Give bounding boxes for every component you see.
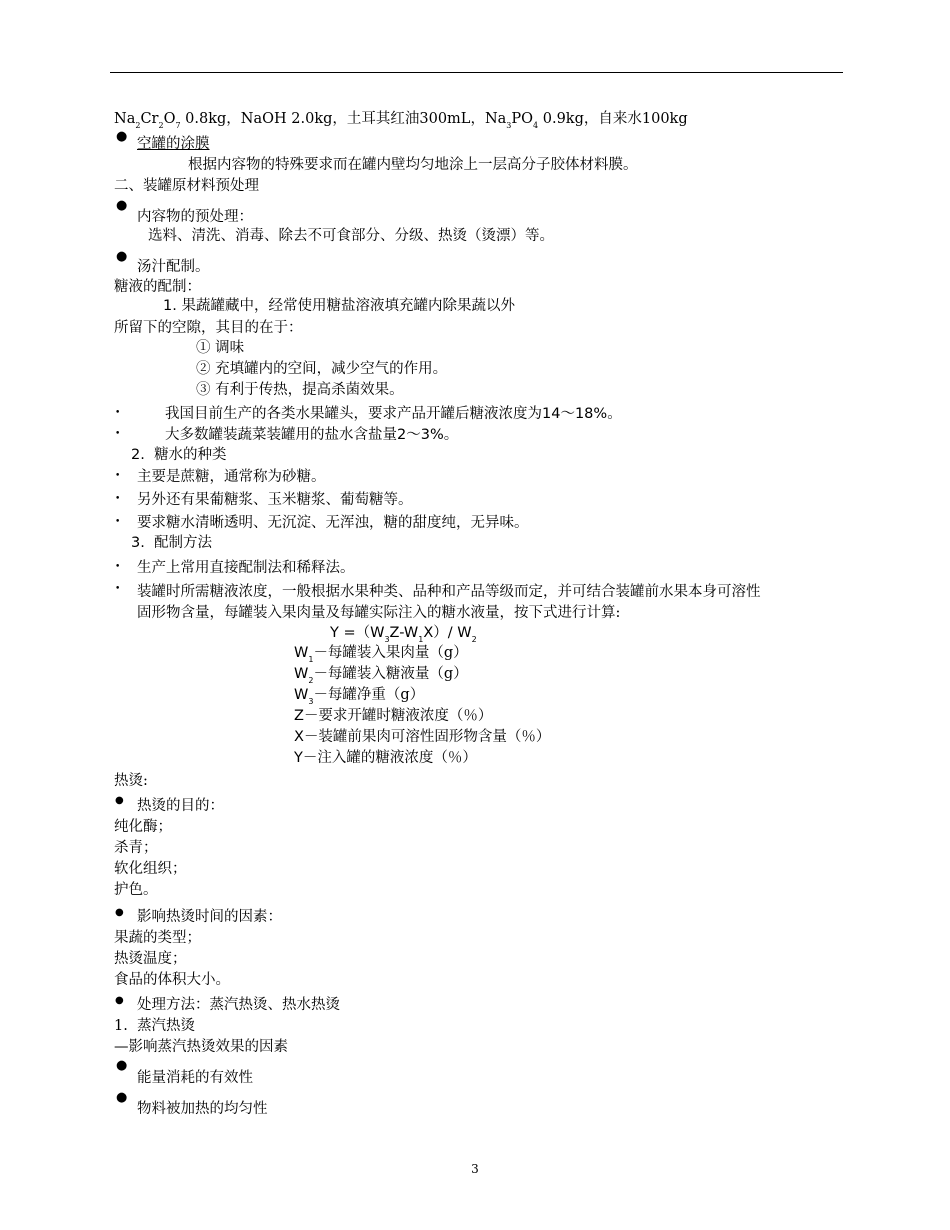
reagent-line: $Na_2Cr_2O_7$ 0.8kg，NaOH 2.0kg，土耳其红油300mL，$Na_3PO_4$ 0.9kg，自来水100kg [114,111,688,130]
sugar-type-1: 主要是蔗糖，通常称为砂糖。 [137,469,326,485]
bullet-icon: ● [116,249,128,264]
page-number: 3 [471,1162,479,1176]
var-x: X－装罐前果肉可溶性固形物含量（％） [294,729,551,745]
bullet-icon: ● [116,198,128,213]
salt-conc: 大多数罐装蔬菜装罐用的盐水含盐量2～3%。 [165,427,459,443]
pretreat-desc: 选料、清洗、消毒、除去不可食部分、分级、热烫（烫漂）等。 [148,228,554,244]
var-w2: $W_2-$每罐装入糖液量（g） [294,666,468,685]
purpose-item: 杀青； [114,840,158,856]
purpose-title: 热烫的目的： [137,798,224,814]
factor-item: 食品的体积大小。 [114,972,230,988]
soup-item: 汤汁配制。 [137,259,210,275]
bullet-icon: ● [116,1058,128,1073]
bullet-icon: ● [115,907,124,918]
header-rule [110,72,843,73]
purpose-3: ③ 有利于传热，提高杀菌效果。 [196,382,404,398]
syrup-title: 糖液的配制： [114,279,201,295]
bullet-icon: • [115,494,121,504]
sugar-type-3: 要求糖水清晰透明、无沉淀、无浑浊，糖的甜度纯，无异味。 [137,515,529,531]
bullet-icon: ● [115,995,124,1006]
steam-item: 物料被加热的均匀性 [137,1101,268,1117]
blanching-heading: 热烫: [114,773,148,789]
syrup-formula: $Y =(W_3Z-W_1X)/$ $W_2$ [330,625,477,644]
coating-desc: 根据内容物的特殊要求而在罐内壁均匀地涂上一层高分子胶体材料膜。 [188,157,638,173]
factor-title: 影响热烫时间的因素： [137,909,282,925]
fruit-conc: 我国目前生产的各类水果罐头，要求产品开罐后糖液浓度为14～18%。 [165,406,622,422]
sugar-type-2: 另外还有果葡糖浆、玉米糖浆、葡萄糖等。 [137,492,413,508]
var-w1: $W_1-$每罐装入果肉量（g） [294,645,468,664]
bullet-icon: ● [115,795,124,806]
method-2-line-2: 固形物含量，每罐装入果肉量及每罐实际注入的糖水液量，按下式进行计算: [137,605,621,621]
bullet-icon: • [115,584,121,594]
bullet-icon: ● [116,1090,128,1105]
purpose-item: 纯化酶； [114,819,172,835]
item-2: 2. 糖水的种类 [131,447,227,463]
bullet-icon: • [115,471,121,481]
bullet-icon: • [115,562,121,572]
section-heading: 二、装罐原材料预处理 [114,178,259,194]
purpose-1: ① 调味 [196,340,245,356]
var-w3: $W_3-$每罐净重（g） [294,687,425,706]
purpose-2: ② 充填罐内的空间，减少空气的作用。 [196,361,448,377]
bullet-icon: • [115,408,121,418]
coating-title: 空罐的涂膜 [137,136,210,152]
var-y: Y－注入罐的糖液浓度（％） [294,750,477,766]
purpose-item: 软化组织； [114,861,187,877]
bullet-icon: • [115,429,121,439]
factor-item: 果蔬的类型； [114,930,201,946]
item-1-cont: 所留下的空隙，其目的在于： [114,320,303,336]
var-z: Z－要求开罐时糖液浓度（％） [294,708,493,724]
factor-item: 热烫温度； [114,951,187,967]
item-3: 3. 配制方法 [131,535,213,551]
item-1: 1. 果蔬罐藏中，经常使用糖盐溶液填充罐内除果蔬以外 [163,298,515,314]
pretreat-title: 内容物的预处理： [137,209,253,225]
methods-title: 处理方法：蒸汽热烫、热水热烫 [137,997,340,1013]
method-2-line-1: 装罐时所需糖液浓度，一般根据水果种类、品种和产品等级而定，并可结合装罐前水果本身可溶性 [137,584,761,600]
steam-item: 能量消耗的有效性 [137,1070,253,1086]
steam-heading: 1. 蒸汽热烫 [114,1018,196,1034]
method-1: 生产上常用直接配制法和稀释法。 [137,560,355,576]
bullet-icon: • [115,517,121,527]
steam-factor-heading: —影响蒸汽热烫效果的因素 [114,1039,288,1055]
bullet-icon: ● [116,129,128,144]
purpose-item: 护色。 [114,882,158,898]
